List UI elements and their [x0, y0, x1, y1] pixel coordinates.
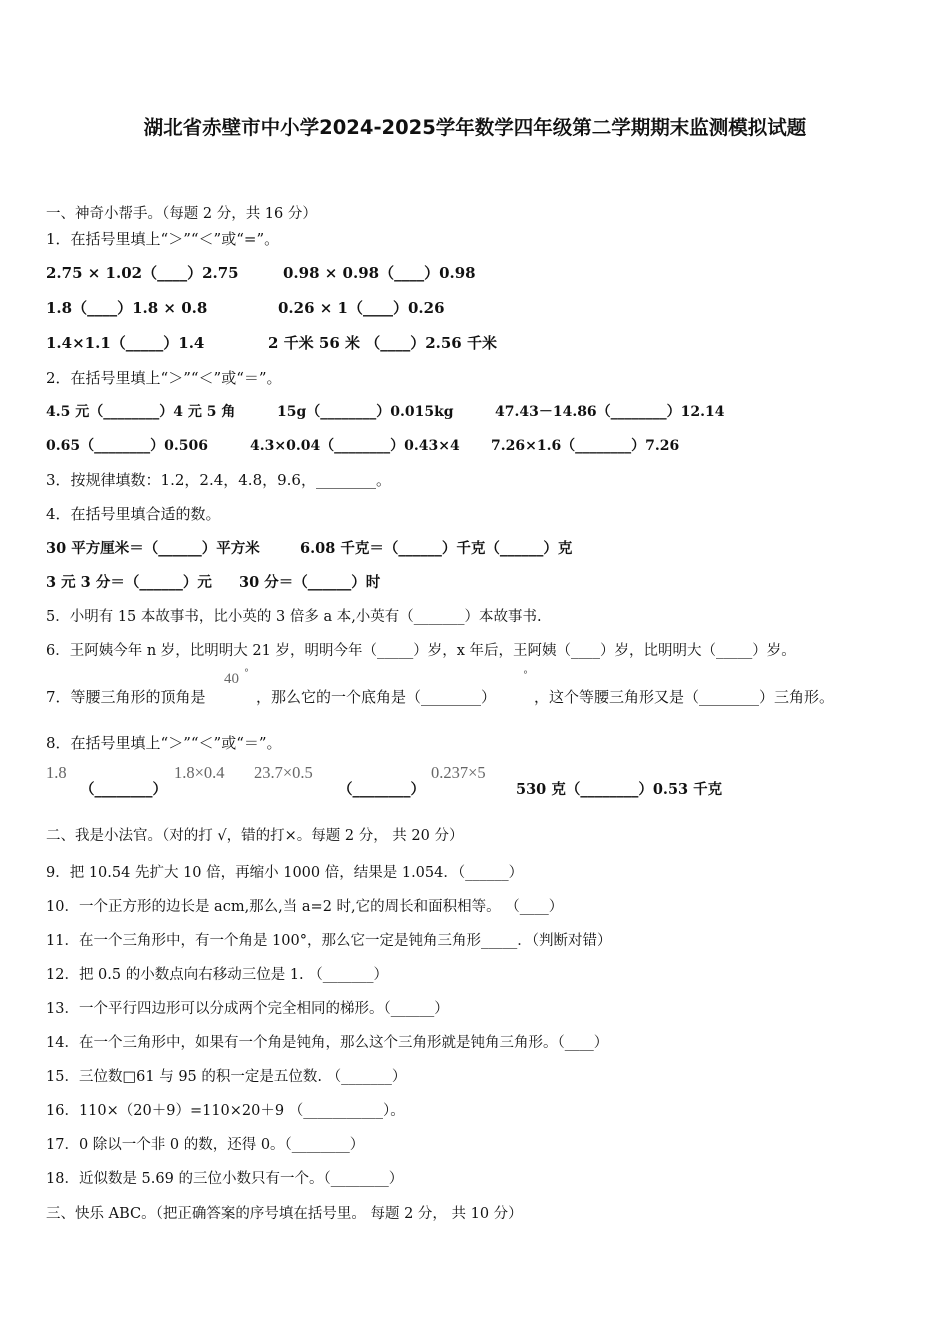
q7 — [46, 686, 206, 707]
section3-header: 三、快乐 ABC。（把正确答案的序号填在括号里。 每题 2 分， 共 10 分） — [46, 1206, 523, 1222]
page-title: 湖北省赤壁市中小学2024-2025学年数学四年级第二学期期末监测模拟试题 — [143, 116, 807, 139]
q1-row1b: 0.98 × 0.98（____）0.98 — [283, 264, 476, 282]
q5: 5．小明有 15 本故事书，比小英的 3 倍多 a 本,小英有（_______）本故事书. — [46, 609, 542, 625]
q7-degree: ° — [244, 668, 249, 679]
q18: 18．近似数是 5.69 的三位小数只有一个。（________） — [46, 1171, 404, 1187]
q1-row2b: 0.26 × 1（____）0.26 — [278, 299, 445, 317]
q17: 17．0 除以一个非 0 的数，还得 0。（________） — [46, 1137, 365, 1153]
q12: 12．把 0.5 的小数点向右移动三位是 1. （_______） — [46, 967, 389, 983]
q7-part1: 7．等腰三角形的顶角是 — [46, 688, 206, 706]
q4-row1b: 6.08 千克＝（______）千克（______）克 — [300, 540, 573, 557]
q7-part2: ，那么它的一个底角是（________） — [256, 688, 497, 706]
q2-row1c: 47.43－14.86（________）12.14 — [495, 404, 725, 420]
q6: 6．王阿姨今年 n 岁，比明明大 21 岁，明明今年（_____）岁，x 年后，王阿姨（____）岁，比明明大（_____）岁。 — [46, 643, 796, 659]
q4-row2a: 3 元 3 分＝（______）元 — [46, 574, 212, 591]
q1-stem: 1．在括号里填上“＞”“＜”或“=”。 — [46, 230, 280, 248]
q13: 13．一个平行四边形可以分成两个完全相同的梯形。（______） — [46, 1001, 449, 1017]
q2-row1a: 4.5 元（________）4 元 5 角 — [46, 404, 236, 420]
q4-row2b: 30 分＝（______）时 — [239, 574, 381, 591]
q16: 16．110×（20＋9）=110×20＋9 （___________）。 — [46, 1103, 405, 1119]
q11: 11．在一个三角形中，有一个角是 100°，那么它一定是钝角三角形_____．（判断对错） — [46, 933, 612, 949]
q2-row2a: 0.65（________）0.506 — [46, 438, 208, 454]
section1-header: 一、神奇小帮手。（每题 2 分，共 16 分） — [46, 206, 317, 222]
q8-expr1: 1.8 — [46, 763, 67, 782]
q14: 14．在一个三角形中，如果有一个角是钝角，那么这个三角形就是钝角三角形。（____） — [46, 1035, 609, 1051]
section2-header: 二、我是小法官。（对的打 √，错的打×。每题 2 分， 共 20 分） — [46, 828, 464, 844]
q7-degree-2: ° — [523, 670, 528, 681]
q2-row2c: 7.26×1.6（________）7.26 — [491, 438, 680, 454]
q10: 10．一个正方形的边长是 acm,那么,当 a=2 时,它的周长和面积相等。 （____） — [46, 899, 564, 915]
q4-row1a: 30 平方厘米＝（______）平方米 — [46, 540, 260, 557]
q8-blank2: （________） — [338, 781, 425, 798]
q1-row3a: 1.4×1.1（_____）1.4 — [46, 334, 205, 352]
q1-row1a: 2.75 × 1.02（____）2.75 — [46, 264, 239, 282]
q8-blank1: （________） — [80, 781, 167, 798]
q2-stem: 2．在括号里填上“＞”“＜”或“＝”。 — [46, 369, 282, 387]
q8-expr3: 23.7×0.5 — [254, 763, 313, 782]
q8-expr2: 1.8×0.4 — [174, 763, 225, 782]
q3: 3．按规律填数：1.2，2.4，4.8，9.6，________。 — [46, 471, 391, 489]
q4-stem: 4．在括号里填合适的数。 — [46, 505, 221, 523]
q1-row3b: 2 千米 56 米 （____）2.56 千米 — [268, 334, 497, 352]
q7-part3: ，这个等腰三角形又是（________）三角形。 — [534, 688, 835, 706]
q1-row2a: 1.8（____）1.8 × 0.8 — [46, 299, 208, 317]
q8-expr4: 0.237×5 — [431, 763, 486, 782]
q2-row2b: 4.3×0.04（________）0.43×4 — [250, 438, 460, 454]
q8-stem: 8．在括号里填上“＞”“＜”或“＝”。 — [46, 734, 282, 752]
q2-row1b: 15g（________）0.015kg — [277, 404, 454, 420]
q8-expr5: 530 克（________）0.53 千克 — [516, 781, 723, 798]
q7-angle: 40 — [224, 671, 239, 687]
q9: 9．把 10.54 先扩大 10 倍，再缩小 1000 倍，结果是 1.054．（______） — [46, 865, 524, 881]
q15: 15．三位数□61 与 95 的积一定是五位数. （_______） — [46, 1069, 407, 1085]
